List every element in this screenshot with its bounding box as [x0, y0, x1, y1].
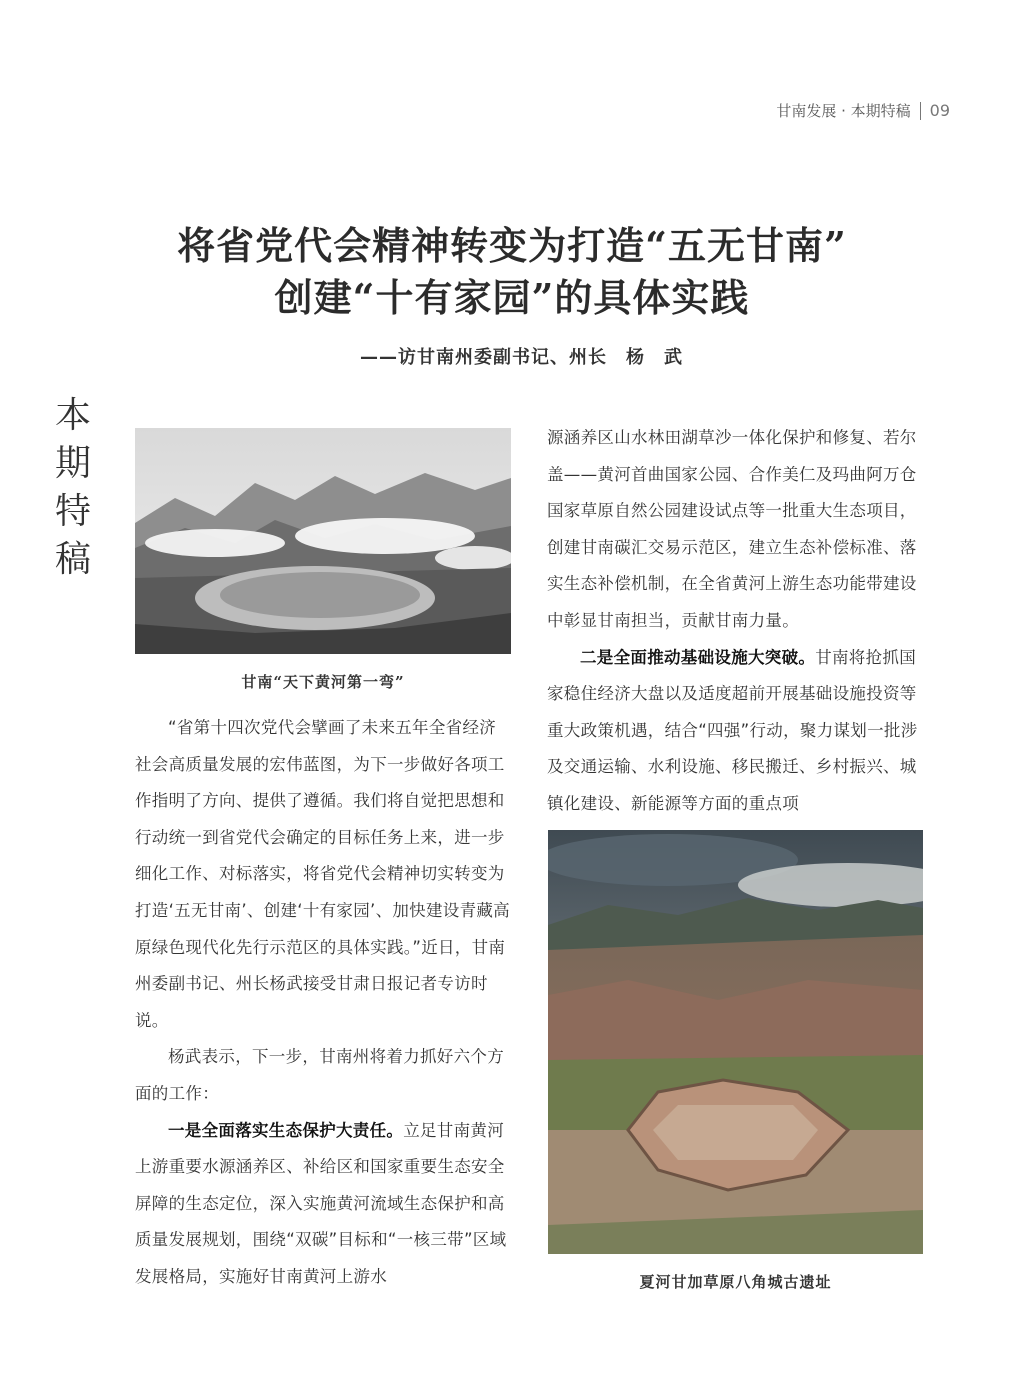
vertical-char: 本: [54, 395, 91, 436]
paragraph-body: 甘南将抢抓国家稳住经济大盘以及适度超前开展基础设施投资等重大政策机遇，结合“四强”行动，聚力谋划一批涉及交通运输、水利设施、移民搬迁、乡村振兴、城镇化建设、新能源等方面的重点项: [547, 647, 918, 813]
paragraph: [547, 640, 924, 823]
paragraph-lead: 一是全面落实生态保护大责任。: [168, 1120, 404, 1140]
title-line-2: 创建“十有家园”的具体实践: [274, 275, 750, 320]
paragraph: 杨武表示，下一步，甘南州将着力抓好六个方面的工作：: [135, 1047, 504, 1103]
yellow-river-bend-photo: [135, 428, 511, 654]
title-line-1: 将省党代会精神转变为打造“五无甘南”: [177, 223, 847, 268]
header-divider: [920, 102, 921, 120]
left-text-column: [135, 710, 512, 1296]
figure1-caption: 甘南“天下黄河第一弯”: [241, 673, 405, 691]
paragraph: 源涵养区山水林田湖草沙一体化保护和修复、若尔盖——黄河首曲国家公园、合作美仁及玛曲阿万仓国家草原自然公园建设试点等一批重大生态项目，创建甘南碳汇交易示范区，建立生态补偿标准、落实生态补偿机制，在全省黄河上游生态功能带建设中彰显甘南担当，贡献甘南力量。: [547, 428, 917, 630]
paragraph-body: 立足甘南黄河上游重要水源涵养区、补给区和国家重要生态安全屏障的生态定位，深入实施黄河流域生态保护和高质量发展规划，围绕“双碳”目标和“一核三带”区域发展格局，实施好甘南黄河上游水: [135, 1120, 507, 1286]
ancient-city-illustration: [548, 830, 923, 1254]
paragraph-lead: 二是全面推动基础设施大突破。: [580, 647, 816, 667]
vertical-section-label: [50, 392, 96, 584]
article-subtitle: ——访甘南州委副书记、州长 杨 武: [360, 347, 683, 368]
article-title: [0, 220, 1024, 324]
river-bend-illustration: [135, 428, 511, 654]
figure2-caption: 夏河甘加草原八角城古遗址: [639, 1273, 832, 1291]
paragraph: [135, 1113, 512, 1296]
paragraph: “省第十四次党代会擘画了未来五年全省经济社会高质量发展的宏伟蓝图，为下一步做好各项工作指明了方向、提供了遵循。我们将自觉把思想和行动统一到省党代会确定的目标任务上来，进一步细化工作、对标落实，将省党代会精神切实转变为打造‘五无甘南’、创建‘十有家园’、加快建设青藏高原绿色现代化先行示范区的具体实践。”近日，甘南州委副书记、州长杨武接受甘肃日报记者专访时说。: [135, 718, 510, 1030]
section-label: 甘南发展 · 本期特稿: [776, 102, 911, 120]
running-header: [776, 100, 950, 121]
page-number: 09: [929, 101, 950, 120]
vertical-char: 特: [54, 491, 91, 532]
right-text-column: [547, 420, 924, 823]
vertical-char: 稿: [54, 539, 91, 580]
vertical-char: 期: [54, 443, 91, 484]
bajiao-ancient-city-photo: [548, 830, 923, 1254]
